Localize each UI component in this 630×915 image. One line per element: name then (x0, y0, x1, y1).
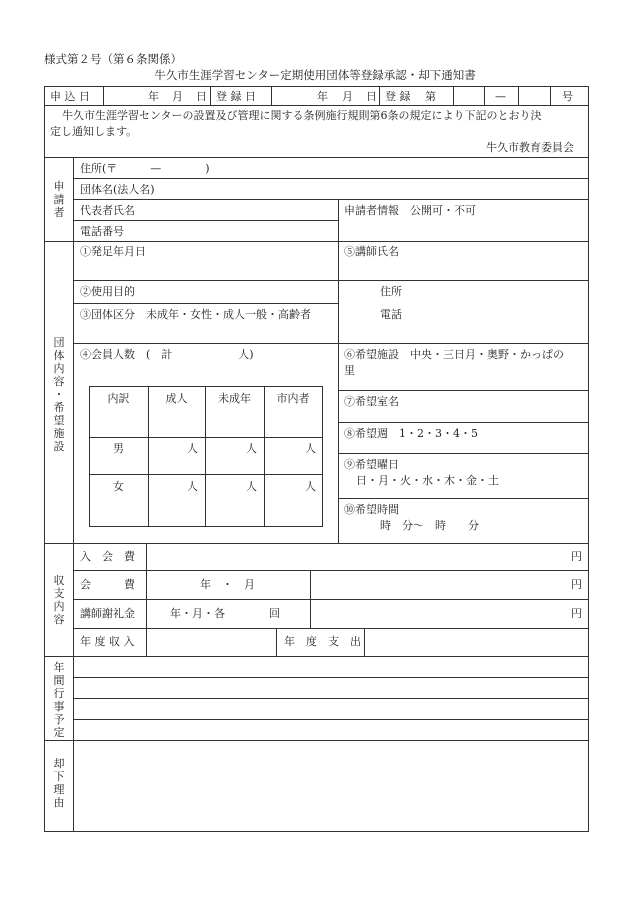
document-title: 牛久市生涯学習センター定期使用団体等登録承認・却下通知書 (154, 68, 476, 82)
table-header: 内訳 (107, 392, 130, 405)
instructor-fee-label: 講師謝礼金 (80, 607, 135, 620)
rejection-section-label: 却 下 理 由 (53, 757, 65, 809)
divider (73, 698, 589, 699)
divider (73, 157, 74, 832)
table-row-label: 男 (113, 442, 124, 455)
notice-line-2: 定し通知します。 (50, 125, 138, 138)
membership-period: 年 ・ 月 (200, 578, 255, 591)
instructor-name-field: ⑤講師氏名 (344, 245, 399, 258)
frame-bottom (44, 831, 589, 832)
divider (73, 570, 589, 571)
divider (338, 280, 589, 281)
table-row-label: 女 (113, 480, 124, 493)
day-label: 日 (196, 90, 207, 103)
facility-field: ⑥希望施設 中央・三日月・奥野・かっぱの (344, 348, 564, 361)
schedule-section-label: 年 間 行 事 予 定 (53, 661, 65, 739)
month-label: 月 (172, 90, 183, 103)
divider (89, 474, 323, 475)
divider (379, 86, 380, 105)
day-label: 日 (366, 90, 377, 103)
facility-field-cont: 里 (344, 364, 355, 377)
entry-fee-label: 入 会 費 (80, 550, 135, 563)
application-date-label: 申 込 日 (50, 90, 90, 103)
frame-top (44, 86, 589, 87)
divider (73, 199, 589, 200)
annual-income-label: 年 度 収 入 (80, 635, 135, 648)
divider (73, 628, 589, 629)
divider (89, 437, 323, 438)
frame-right (588, 86, 589, 832)
divider (338, 390, 589, 391)
table-cell: 人 (246, 480, 257, 493)
divider (73, 719, 589, 720)
divider (338, 453, 589, 454)
yen-label: 円 (571, 578, 582, 591)
table-cell: 人 (187, 480, 198, 493)
divider (271, 86, 272, 105)
divider (44, 543, 589, 544)
yen-label: 円 (571, 607, 582, 620)
time-value: 時 分～ 時 分 (380, 519, 479, 532)
form-number: 様式第２号（第６条関係） (44, 52, 182, 66)
divider (73, 599, 589, 600)
representative-field: 代表者氏名 (80, 204, 135, 217)
info-disclosure-field: 申請者情報 公開可・不可 (344, 204, 476, 217)
divider (484, 86, 485, 105)
divider (44, 105, 589, 106)
instructor-address-field: 住所 (380, 285, 402, 298)
registration-date-label: 登 録 日 (216, 90, 256, 103)
divider (364, 628, 365, 656)
number-suffix: 号 (562, 90, 573, 103)
divider (89, 386, 90, 526)
purpose-field: ②使用目的 (80, 285, 135, 298)
divider (44, 157, 589, 158)
number-dash: — (495, 90, 506, 103)
year-label: 年 (148, 90, 159, 103)
divider (518, 86, 519, 105)
divider (73, 220, 338, 221)
group-section-label: 団 体 内 容 ・ 希 望 施 設 (53, 336, 65, 453)
category-field: ③団体区分 未成年・女性・成人一般・高齢者 (80, 308, 311, 321)
divider (73, 303, 338, 304)
time-field: ⑩希望時間 (344, 503, 399, 516)
divider (322, 386, 323, 526)
divider (338, 422, 589, 423)
divider (89, 526, 323, 527)
month-label: 月 (342, 90, 353, 103)
table-cell: 人 (305, 442, 316, 455)
table-header: 未成年 (218, 392, 251, 405)
divider (453, 86, 454, 105)
registration-number-label: 登 録 第 (385, 90, 436, 103)
divider (148, 386, 149, 526)
table-cell: 人 (246, 442, 257, 455)
divider (73, 677, 589, 678)
divider (73, 280, 338, 281)
org-name-field: 団体名(法人名) (80, 183, 155, 196)
divider (146, 543, 147, 656)
annual-expense-label: 年 度 支 出 (284, 635, 361, 648)
divider (310, 570, 311, 628)
divider (276, 628, 277, 656)
instructor-fee-period: 年・月・各 回 (170, 607, 280, 620)
divider (73, 178, 589, 179)
notice-line-1: 牛久市生涯学習センターの設置及び管理に関する条例施行規則第6条の規定により下記のとおり決 (62, 109, 542, 122)
phone-field: 電話番号 (80, 225, 124, 238)
divider (550, 86, 551, 105)
membership-fee-label: 会 費 (80, 578, 135, 591)
founded-date-field: ①発足年月日 (80, 245, 146, 258)
room-field: ⑦希望室名 (344, 395, 399, 408)
weekday-field: ⑨希望曜日 (344, 458, 399, 471)
finance-section-label: 収 支 内 容 (53, 574, 65, 626)
issuer: 牛久市教育委員会 (486, 141, 574, 154)
divider (205, 386, 206, 526)
week-field: ⑧希望週 1・2・3・4・5 (344, 427, 478, 440)
divider (210, 86, 211, 105)
divider (338, 199, 339, 241)
yen-label: 円 (571, 550, 582, 563)
divider (264, 386, 265, 526)
divider (44, 241, 589, 242)
applicant-address-field: 住所(〒 — ) (80, 162, 210, 175)
year-label: 年 (317, 90, 328, 103)
divider (103, 86, 104, 105)
table-cell: 人 (305, 480, 316, 493)
frame-left (44, 86, 45, 832)
table-cell: 人 (187, 442, 198, 455)
table-header: 成人 (165, 392, 188, 405)
divider (44, 740, 589, 741)
weekday-options: 日・月・火・水・木・金・土 (356, 474, 499, 487)
table-header: 市内者 (276, 392, 310, 405)
divider (338, 498, 589, 499)
divider (44, 656, 589, 657)
instructor-phone-field: 電話 (380, 308, 402, 321)
divider (73, 343, 589, 344)
members-field: ④会員人数 ( 計 人) (80, 348, 254, 361)
divider (89, 386, 323, 387)
applicant-section-label: 申 請 者 (53, 180, 65, 219)
